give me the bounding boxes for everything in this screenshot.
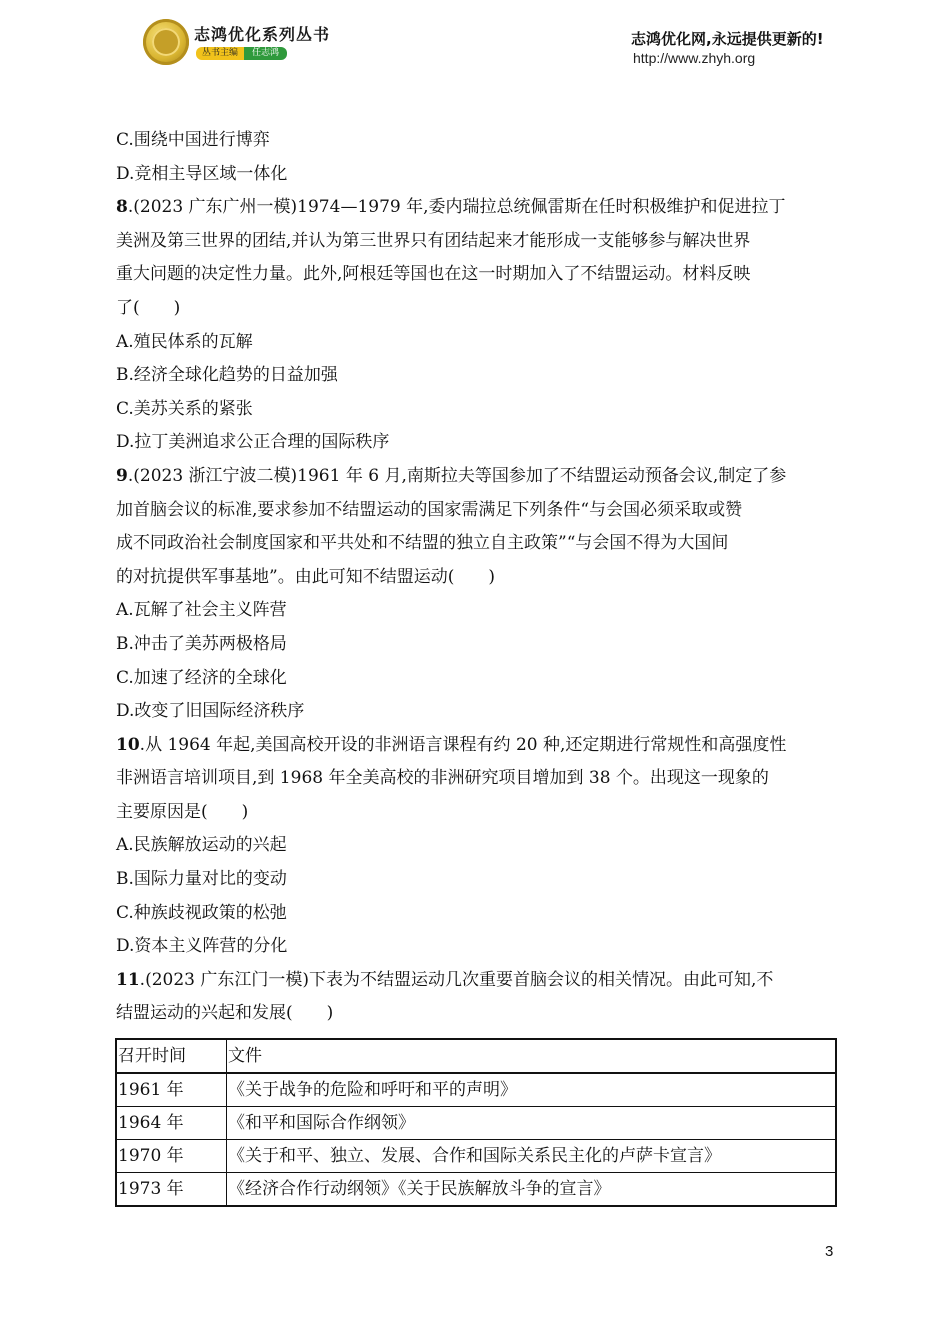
question-number: 10 [116,734,140,755]
text-line: C.种族歧视政策的松弛 [116,902,287,923]
text-line: 美洲及第三世界的团结,并认为第三世界只有团结起来才能形成一支能够参与解决世界 [116,230,751,251]
header-cell-document: 文件 [227,1039,837,1073]
publisher-seal-logo [143,19,189,65]
text-line: C.围绕中国进行博弈 [116,130,270,150]
cell-document: 《关于和平、独立、发展、合作和国际关系民主化的卢萨卡宣言》 [227,1140,837,1173]
editor-label: 丛书主编 [196,47,244,60]
text-line: C.美苏关系的紧张 [116,398,253,419]
table-row [116,1107,836,1140]
text-line: 主要原因是( ) [116,801,249,822]
page-header [0,0,950,80]
header-cell-date: 召开时间 [116,1039,227,1073]
text-line: 10.从 1964 年起,美国高校开设的非洲语言课程有约 20 种,还定期进行常规性和高强度性 [116,734,787,755]
question-number: 8 [116,197,128,218]
text-line: B.经济全球化趋势的日益加强 [116,365,338,386]
text-line: D.资本主义阵营的分化 [116,936,288,957]
text-line: D.竞相主导区域一体化 [116,163,288,184]
table-row [116,1173,836,1207]
page-number: 3 [825,1243,834,1260]
text-line: 11.(2023 广东江门一模)下表为不结盟运动几次重要首脑会议的相关情况。由此可知,不 [116,969,774,990]
text-line: A.瓦解了社会主义阵营 [116,600,287,621]
text-line: 加首脑会议的标准,要求参加不结盟运动的国家需满足下列条件“与会国必须采取或赞 [116,499,743,520]
table-row [116,1140,836,1173]
question-number: 11 [116,969,140,990]
cell-date: 1970 年 [116,1140,227,1173]
text-line: 成不同政治社会制度国家和平共处和不结盟的独立自主政策”“与会国不得为大国间 [116,533,729,554]
text-line: 8.(2023 广东广州一模)1974—1979 年,委内瑞拉总统佩雷斯在任时积极维护和促进拉丁 [116,197,786,218]
text-line: A.民族解放运动的兴起 [116,835,287,856]
question-number: 9 [116,465,128,486]
table-header-row [116,1039,836,1073]
text-line: D.拉丁美洲追求公正合理的国际秩序 [116,432,390,453]
table-row [116,1073,836,1107]
text-line: D.改变了旧国际经济秩序 [116,701,305,722]
text-line: 重大问题的决定性力量。此外,阿根廷等国也在这一时期加入了不结盟运动。材料反映 [116,264,751,285]
text-line: 结盟运动的兴起和发展( ) [116,1003,334,1024]
cell-document: 《关于战争的危险和呼吁和平的声明》 [227,1073,837,1107]
text-line: 的对抗提供军事基地”。由此可知不结盟运动( ) [116,566,495,587]
text-line: 非洲语言培训项目,到 1968 年全美高校的非洲研究项目增加到 38 个。出现这一现象的 [116,768,769,789]
text-line: B.国际力量对比的变动 [116,869,287,890]
editor-badge [196,47,287,60]
text-line: 9.(2023 浙江宁波二模)1961 年 6 月,南斯拉夫等国参加了不结盟运动预备会议,制定了参 [116,465,787,486]
question-text [116,124,838,1031]
editor-name: 任志鸿 [244,47,287,60]
text-line: A.殖民体系的瓦解 [116,331,253,352]
cell-date: 1964 年 [116,1107,227,1140]
series-title: 志鸿优化系列丛书 [194,25,331,44]
cell-date: 1973 年 [116,1173,227,1207]
cell-document: 《经济合作行动纲领》《关于民族解放斗争的宣言》 [227,1173,837,1207]
text-line: C.加速了经济的全球化 [116,667,287,688]
cell-document: 《和平和国际合作纲领》 [227,1107,837,1140]
summit-documents-table [115,1038,837,1207]
site-slogan: 志鸿优化网,永远提供更新的! [631,30,824,48]
text-line: 了( ) [116,297,181,318]
text-line: B.冲击了美苏两极格局 [116,633,287,654]
cell-date: 1961 年 [116,1073,227,1107]
site-url-link[interactable]: http://www.zhyh.org [633,50,756,66]
